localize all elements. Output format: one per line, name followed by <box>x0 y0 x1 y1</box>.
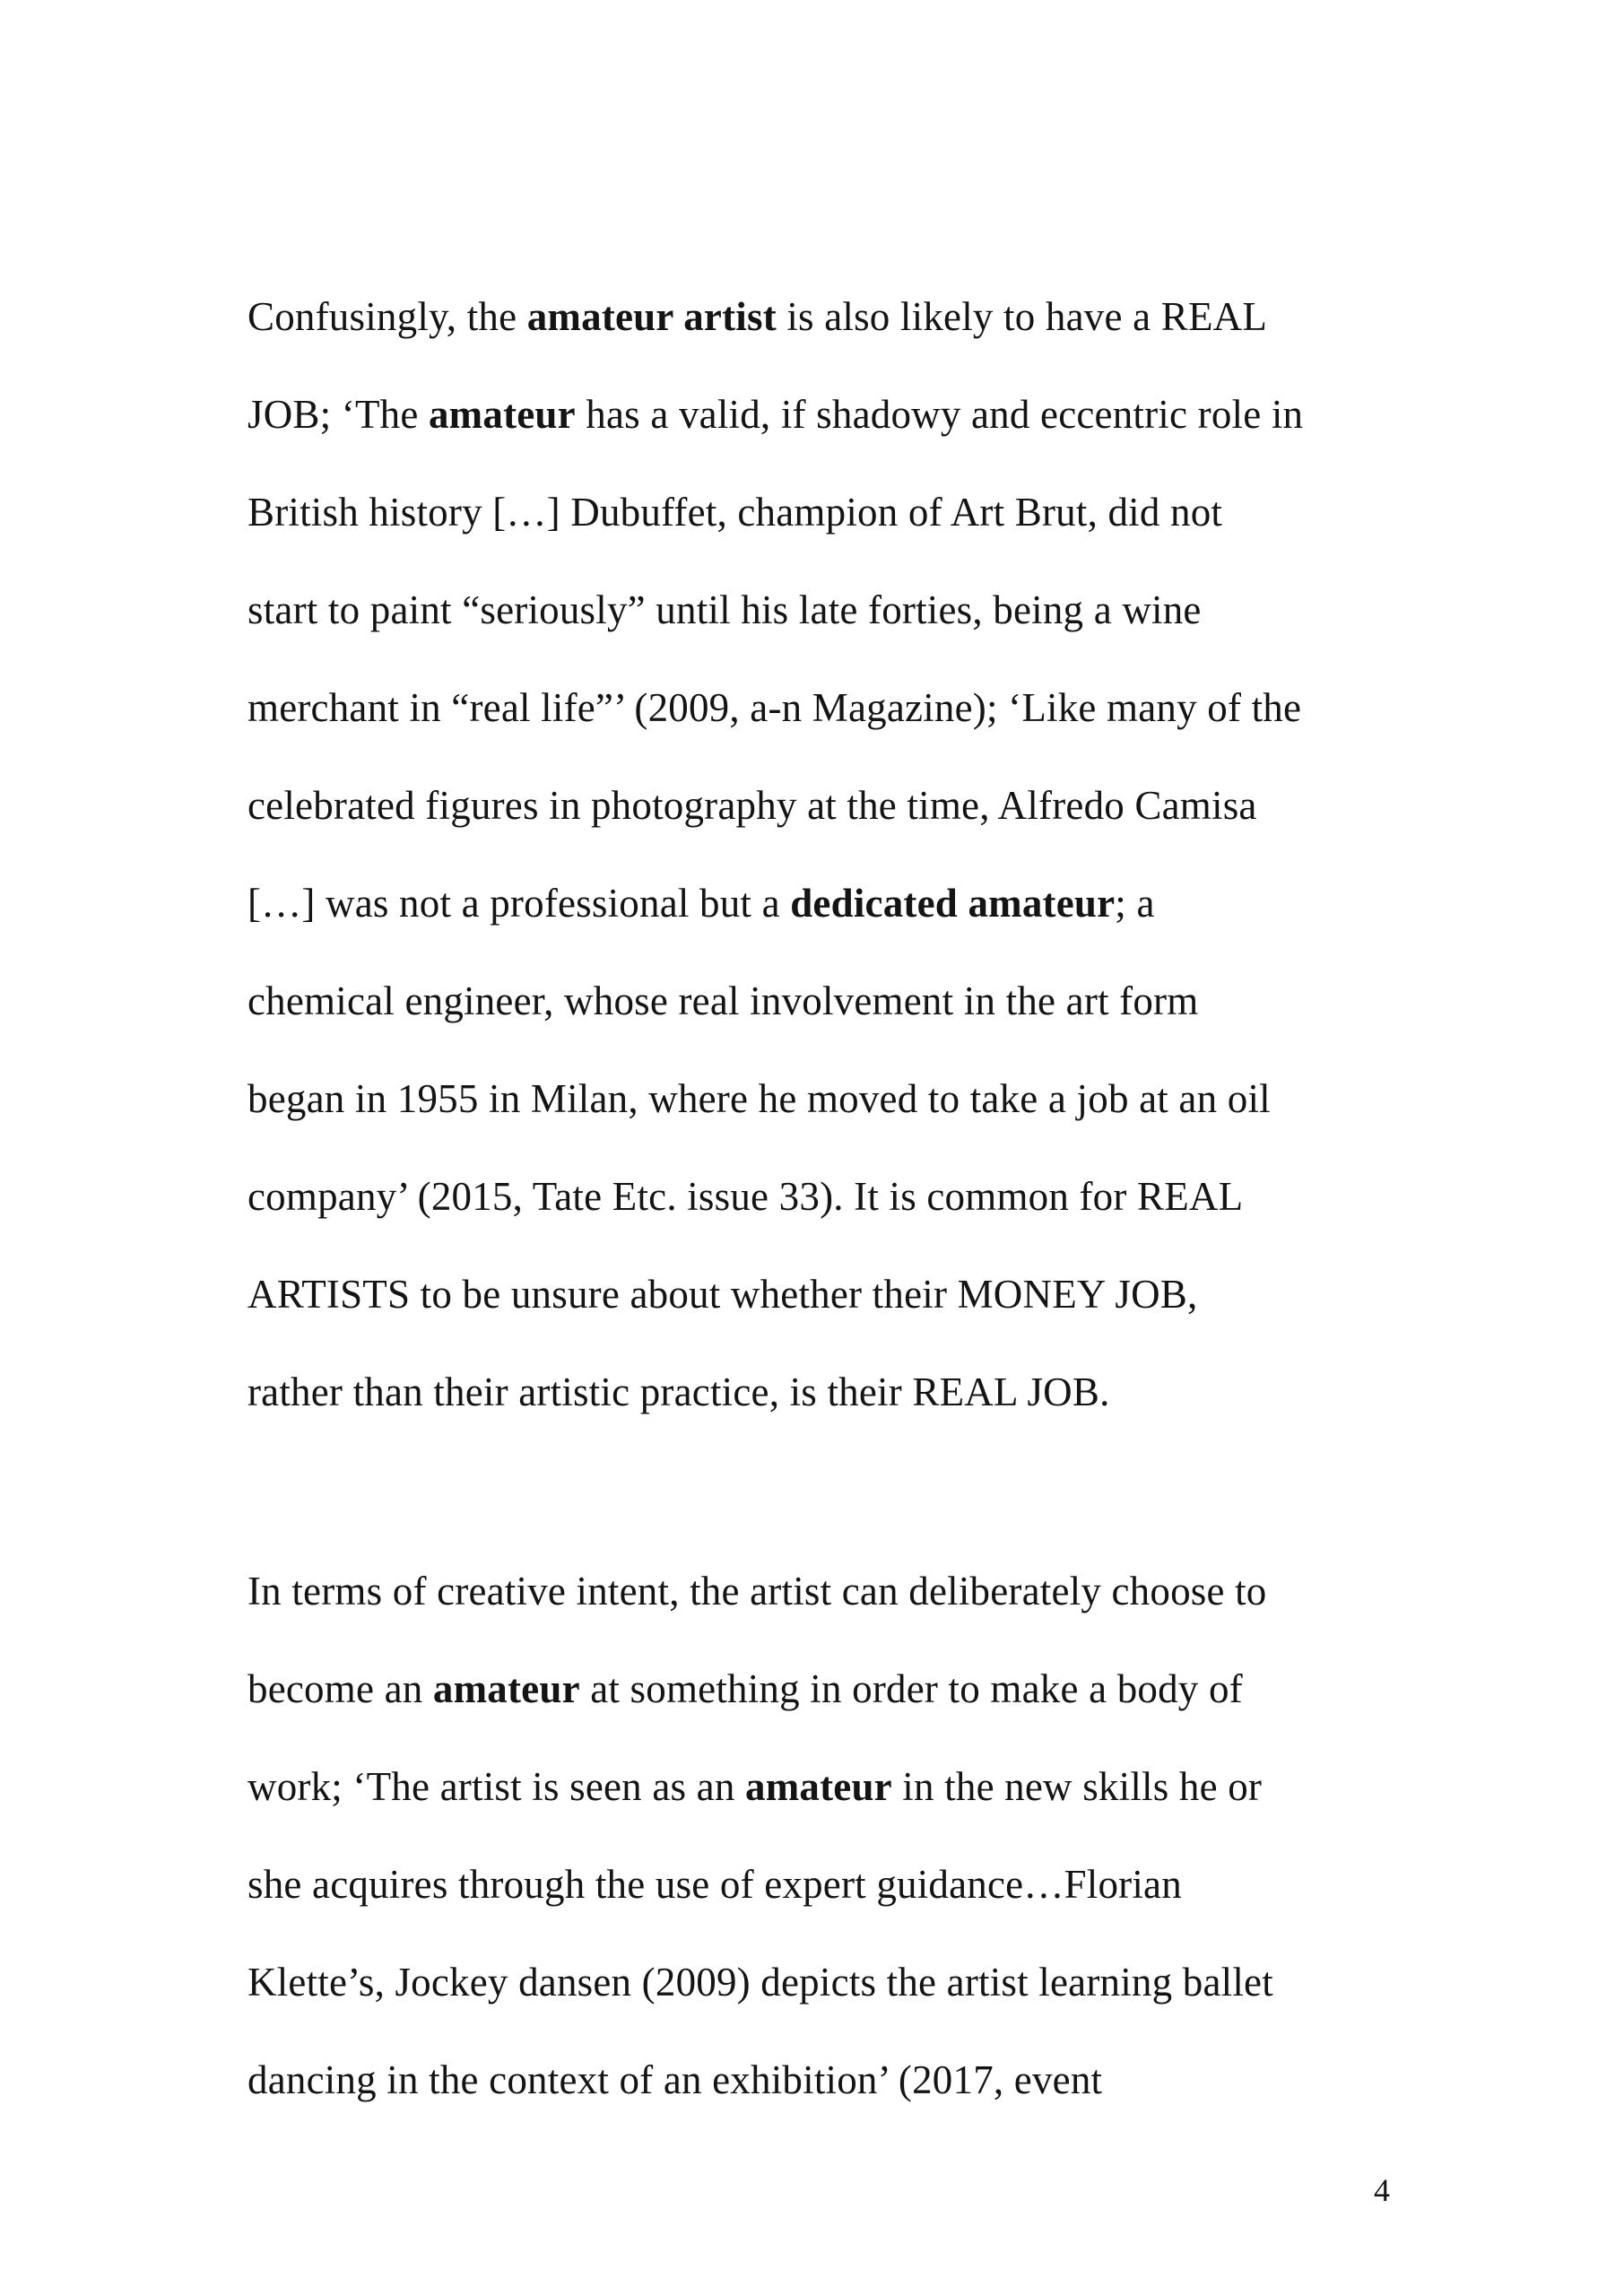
text-line <box>248 366 1404 464</box>
text-line <box>248 1050 1404 1148</box>
text-run: at something in order to make a body of <box>579 1666 1243 1711</box>
text-line <box>248 1344 1404 1441</box>
text-run: began in 1955 in Milan, where he moved to take a job at an oil <box>248 1076 1271 1121</box>
text-run: In terms of creative intent, the artist can deliberately choose to <box>248 1569 1267 1613</box>
text-line <box>248 855 1404 952</box>
text-run: ARTISTS to be unsure about whether their MONEY JOB, <box>248 1272 1198 1317</box>
bold-term: amateur artist <box>526 294 777 339</box>
text-line <box>248 268 1404 366</box>
text-run: she acquires through the use of expert guidance…Florian <box>248 1862 1182 1907</box>
text-run: JOB; ‘The <box>248 392 429 437</box>
text-run: is also likely to have a REAL <box>776 294 1268 339</box>
text-line <box>248 1934 1404 2031</box>
text-run: rather than their artistic practice, is their REAL JOB. <box>248 1370 1110 1414</box>
text-run: celebrated figures in photography at the time, Alfredo Camisa <box>248 783 1257 828</box>
bold-term: dedicated amateur <box>790 881 1116 926</box>
text-line <box>248 1836 1404 1934</box>
text-line <box>248 659 1404 757</box>
page-number: 4 <box>1374 2172 1390 2208</box>
text-run: […] was not a professional but a <box>248 881 791 926</box>
text-run: in the new skills he or <box>891 1764 1263 1809</box>
text-line <box>248 1640 1404 1738</box>
bold-term: amateur <box>428 392 576 437</box>
text-run: become an <box>248 1666 433 1711</box>
text-run: dancing in the context of an exhibition’ (2017, event <box>248 2057 1103 2102</box>
text-run: start to paint “seriously” until his late forties, being a wine <box>248 587 1202 632</box>
text-run: Confusingly, the <box>248 294 527 339</box>
text-line <box>248 2031 1404 2129</box>
text-run: merchant in “real life”’ (2009, a-n Magazine); ‘Like many of the <box>248 685 1302 730</box>
text-line <box>248 1543 1404 1640</box>
text-run: has a valid, if shadowy and eccentric role in <box>575 392 1304 437</box>
text-run: ; a <box>1115 881 1155 926</box>
paragraph-1 <box>248 268 1404 1441</box>
text-line <box>248 952 1404 1050</box>
text-line <box>248 1738 1404 1836</box>
bold-term: amateur <box>432 1666 580 1711</box>
paragraph-2 <box>248 1543 1404 2129</box>
text-run: work; ‘The artist is seen as an <box>248 1764 745 1809</box>
text-line <box>248 464 1404 561</box>
bold-term: amateur <box>745 1764 892 1809</box>
text-line <box>248 1246 1404 1344</box>
text-run: Klette’s, Jockey dansen (2009) depicts the artist learning ballet <box>248 1960 1273 2005</box>
text-line <box>248 1148 1404 1246</box>
text-run: British history […] Dubuffet, champion of Art Brut, did not <box>248 490 1223 535</box>
text-run: company’ (2015, Tate Etc. issue 33). It is common for REAL <box>248 1174 1244 1219</box>
text-line <box>248 561 1404 659</box>
text-line <box>248 757 1404 855</box>
text-run: chemical engineer, whose real involvement in the art form <box>248 978 1199 1023</box>
